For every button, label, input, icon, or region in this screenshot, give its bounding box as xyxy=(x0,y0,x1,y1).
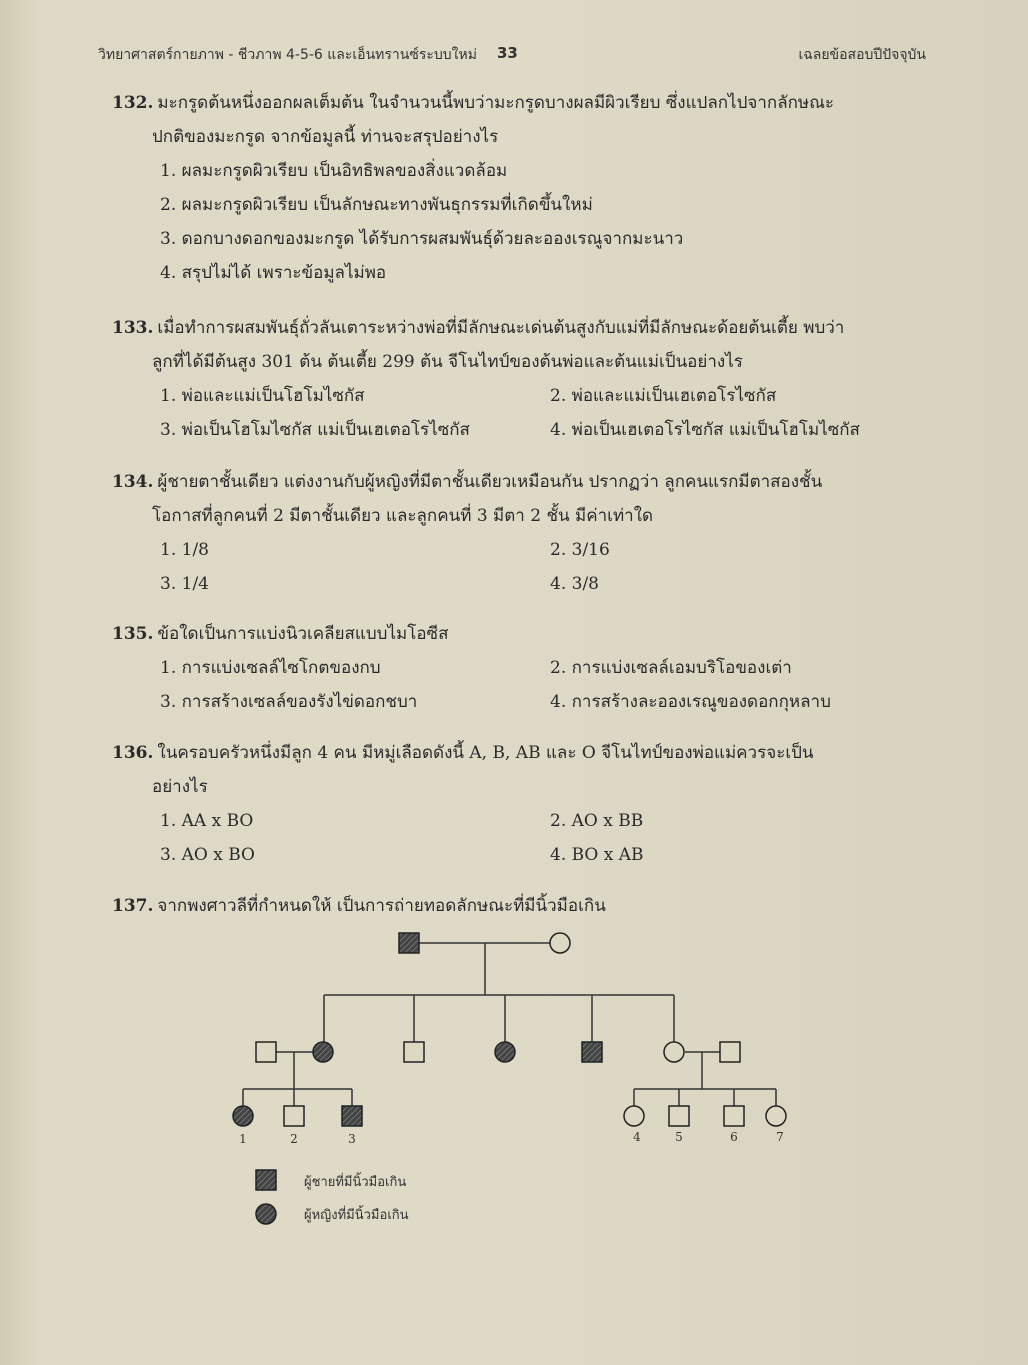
affected-female-symbol xyxy=(233,1106,253,1126)
individual-label-6: 6 xyxy=(730,1130,738,1144)
male-symbol xyxy=(669,1106,689,1126)
option-1: 1. 1/8 xyxy=(160,540,209,560)
option-1: 1. การแบ่งเซลล์ไซโกตของกบ xyxy=(160,658,381,678)
question-number: 137. xyxy=(112,896,154,916)
affected-male-symbol xyxy=(342,1106,362,1126)
option-4: 4. สรุปไม่ได้ เพราะข้อมูลไม่พอ xyxy=(160,263,387,283)
affected-female-symbol xyxy=(313,1042,333,1062)
male-symbol xyxy=(720,1042,740,1062)
question-stem-continued: โอกาสที่ลูกคนที่ 2 มีตาชั้นเดียว และลูกคนที่ 3 มีตา 2 ชั้น มีค่าเท่าใด xyxy=(152,506,654,526)
question-stem-continued: ปกติของมะกรูด จากข้อมูลนี้ ท่านจะสรุปอย่างไร xyxy=(152,127,499,147)
affected-male-symbol xyxy=(582,1042,602,1062)
question-number: 136. xyxy=(112,743,154,763)
individual-label-1: 1 xyxy=(239,1132,247,1146)
legend-affected-male-icon xyxy=(256,1170,276,1190)
option-3: 3. การสร้างเซลล์ของรังไข่ดอกชบา xyxy=(160,692,418,712)
question-number: 134. xyxy=(112,472,154,492)
option-4: 4. 3/8 xyxy=(550,574,599,594)
question-stem: ในครอบครัวหนึ่งมีลูก 4 คน มีหมู่เลือดดังนี้ A, B, AB และ O จีโนไทป์ของพ่อแม่ควรจะเป็น xyxy=(157,743,814,763)
option-2: 2. 3/16 xyxy=(550,540,610,560)
header-book-title: วิทยาศาสตร์กายภาพ - ชีวภาพ 4-5-6 และเอ็นทรานซ์ระบบใหม่ xyxy=(98,47,477,63)
individual-label-3: 3 xyxy=(348,1132,356,1146)
question-stem: ผู้ชายตาชั้นเดียว แต่งงานกับผู้หญิงที่มีตาชั้นเดียวเหมือนกัน ปรากฏว่า ลูกคนแรกมีตาสองชั้น xyxy=(157,472,823,492)
option-2: 2. พ่อและแม่เป็นเฮเตอโรไซกัส xyxy=(550,386,777,406)
individual-label-5: 5 xyxy=(675,1130,683,1144)
question-stem: ข้อใดเป็นการแบ่งนิวเคลียสแบบไมโอซีส xyxy=(157,624,449,644)
option-2: 2. การแบ่งเซลล์เอมบริโอของเต่า xyxy=(550,658,792,678)
male-symbol xyxy=(284,1106,304,1126)
male-symbol xyxy=(404,1042,424,1062)
option-2: 2. ผลมะกรูดผิวเรียบ เป็นลักษณะทางพันธุกรรมที่เกิดขึ้นใหม่ xyxy=(160,195,593,215)
option-3: 3. ดอกบางดอกของมะกรูด ได้รับการผสมพันธุ์ด้วยละอองเรณูจากมะนาว xyxy=(160,229,684,249)
affected-female-symbol xyxy=(495,1042,515,1062)
legend-male-label: ผู้ชายที่มีนิ้วมือเกิน xyxy=(304,1175,407,1190)
male-symbol xyxy=(256,1042,276,1062)
question-stem: เมื่อทำการผสมพันธุ์ถั่วลันเตาระหว่างพ่อที่มีลักษณะเด่นต้นสูงกับแม่ที่มีลักษณะด้อยต้นเตี้ย พบว่า xyxy=(157,318,845,338)
question-stem: จากพงศาวลีที่กำหนดให้ เป็นการถ่ายทอดลักษณะที่มีนิ้วมือเกิน xyxy=(157,896,606,916)
female-symbol xyxy=(550,933,570,953)
female-symbol xyxy=(766,1106,786,1126)
female-symbol xyxy=(624,1106,644,1126)
option-2: 2. AO x BB xyxy=(550,811,644,831)
question-number: 135. xyxy=(112,624,154,644)
female-symbol xyxy=(664,1042,684,1062)
question-stem: มะกรูดต้นหนึ่งออกผลเต็มต้น ในจำนวนนี้พบว่ามะกรูดบางผลมีผิวเรียบ ซึ่งแปลกไปจากลักษณะ xyxy=(157,93,835,113)
legend-affected-female-icon xyxy=(256,1204,276,1224)
option-1: 1. AA x BO xyxy=(160,811,254,831)
option-3: 3. AO x BO xyxy=(160,845,255,865)
affected-male-symbol xyxy=(399,933,419,953)
question-number: 133. xyxy=(112,318,154,338)
option-1: 1. ผลมะกรูดผิวเรียบ เป็นอิทธิพลของสิ่งแวดล้อม xyxy=(160,161,508,181)
option-4: 4. พ่อเป็นเฮเตอโรไซกัส แม่เป็นโฮโมไซกัส xyxy=(550,420,860,440)
question-number: 132. xyxy=(112,93,154,113)
option-3: 3. พ่อเป็นโฮโมไซกัส แม่เป็นเฮเตอโรไซกัส xyxy=(160,420,470,440)
option-3: 3. 1/4 xyxy=(160,574,209,594)
question-stem-continued: อย่างไร xyxy=(152,777,208,797)
header-section-title: เฉลยข้อสอบปีปัจจุบัน xyxy=(798,47,926,63)
question-stem-continued: ลูกที่ได้มีต้นสูง 301 ต้น ต้นเตี้ย 299 ต้น จีโนไทป์ของต้นพ่อและต้นแม่เป็นอย่างไร xyxy=(152,352,743,372)
individual-label-4: 4 xyxy=(633,1130,641,1144)
legend-female-label: ผู้หญิงที่มีนิ้วมือเกิน xyxy=(304,1208,409,1223)
individual-label-2: 2 xyxy=(290,1132,298,1146)
option-1: 1. พ่อและแม่เป็นโฮโมไซกัส xyxy=(160,386,365,406)
male-symbol xyxy=(724,1106,744,1126)
individual-label-7: 7 xyxy=(776,1130,784,1144)
option-4: 4. BO x AB xyxy=(550,845,644,865)
option-4: 4. การสร้างละอองเรณูของดอกกุหลาบ xyxy=(550,692,831,712)
page-number: 33 xyxy=(497,44,518,62)
